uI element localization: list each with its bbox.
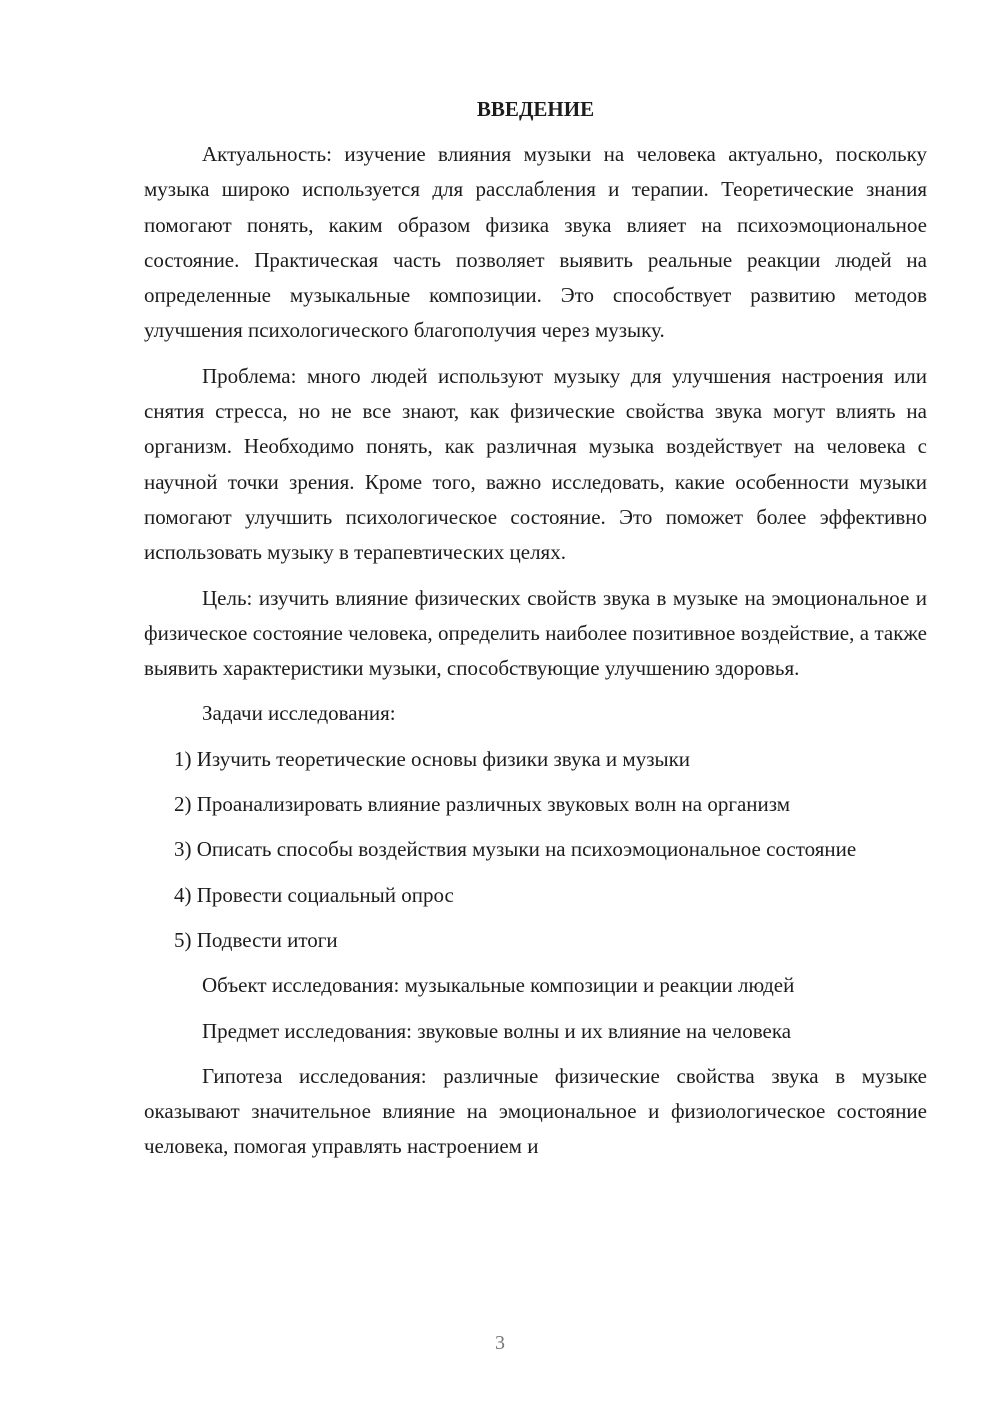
task-item-3: 3) Описать способы воздействия музыки на психоэмоциональное состояние xyxy=(174,837,857,862)
task-item-5: 5) Подвести итоги xyxy=(174,927,338,952)
page-number: 3 xyxy=(495,1332,505,1354)
document-page xyxy=(144,92,927,1165)
paragraph-object: Объект исследования: музыкальные композиции и реакции людей xyxy=(202,973,795,998)
tasks-heading: Задачи исследования: xyxy=(202,701,396,726)
paragraph-subject: Предмет исследования: звуковые волны и их влияние на человека xyxy=(202,1018,792,1043)
paragraph-goal: Цель: изучить влияние физических свойств звука в музыке на эмоциональное и физическое состояние человека, определить наиболее позитивное воздействие, а также выявить характеристики музыки, способствующие улучшению здоровья. xyxy=(144,585,927,681)
paragraph-problem: Проблема: много людей используют музыку для улучшения настроения или снятия стресса, но не все знают, как физические свойства звука могут влиять на организм. Необходимо понять, как различная музыка воздействует на человека с научной точки зрения. Кроме того, важно исследовать, какие особенности музыки помогают улучшить психологическое состояние. Это поможет более эффективно использовать музыку в терапевтических целях. xyxy=(144,363,927,565)
paragraph-relevance: Актуальность: изучение влияния музыки на человека актуально, поскольку музыка широко используется для расслабления и терапии. Теоретические знания помогают понять, каким образом физика звука влияет на психоэмоциональное состояние. Практическая часть позволяет выявить реальные реакции людей на определенные музыкальные композиции. Это способствует развитию методов улучшения психологического благополучия через музыку. xyxy=(144,142,927,343)
section-title: ВВЕДЕНИЕ xyxy=(476,97,595,121)
task-item-4: 4) Провести социальный опрос xyxy=(174,882,454,907)
task-item-2: 2) Проанализировать влияние различных звуковых волн на организм xyxy=(174,792,791,817)
paragraph-hypothesis: Гипотеза исследования: различные физические свойства звука в музыке оказывают значительное влияние на эмоциональное и физиологическое состояние человека, помогая управлять настроением и xyxy=(144,1063,927,1159)
task-item-1: 1) Изучить теоретические основы физики звука и музыки xyxy=(174,746,691,771)
